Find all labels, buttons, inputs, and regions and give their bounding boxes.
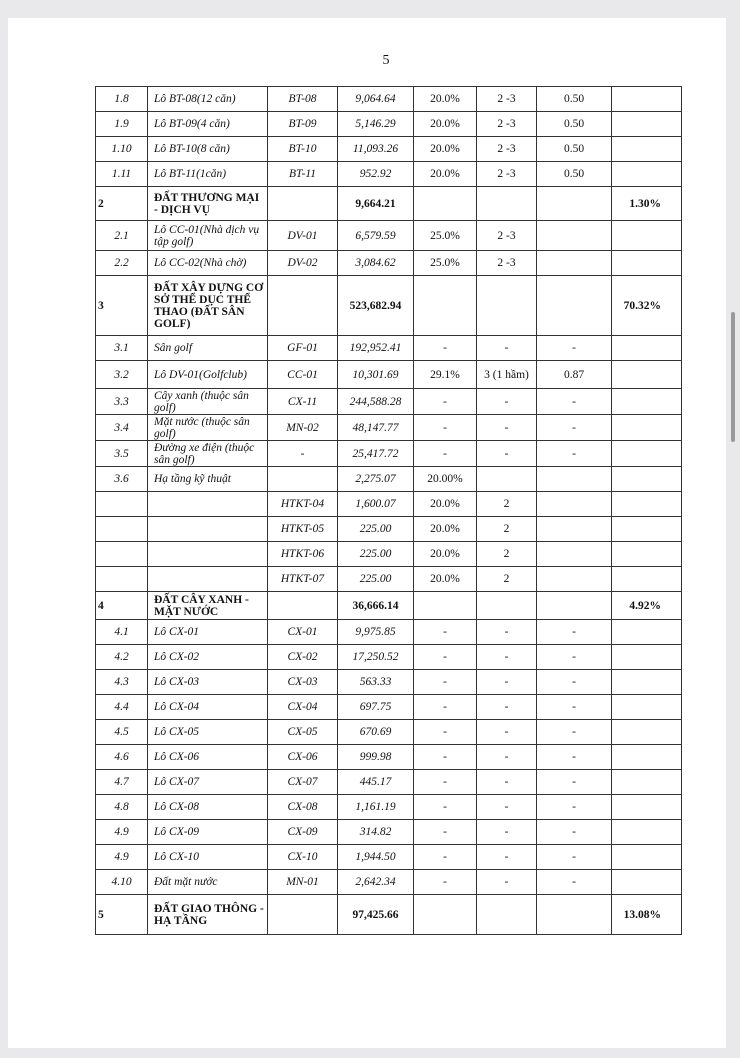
row-area: 3,084.62 — [338, 251, 414, 276]
row-floors: - — [477, 336, 537, 361]
row-area: 445.17 — [338, 770, 414, 795]
row-number: 2.1 — [96, 221, 148, 251]
row-density: 20.0% — [414, 137, 477, 162]
table-row — [96, 745, 682, 770]
row-name: Mặt nước (thuộc sân golf) — [148, 415, 268, 441]
row-code — [268, 276, 338, 336]
row-code: CX-04 — [268, 695, 338, 720]
row-floors: - — [477, 695, 537, 720]
row-density: 20.0% — [414, 112, 477, 137]
row-ratio — [612, 645, 682, 670]
row-ratio — [612, 251, 682, 276]
table-row — [96, 695, 682, 720]
row-area: 244,588.28 — [338, 389, 414, 415]
row-far — [537, 517, 612, 542]
row-name: Đường xe điện (thuộc sân golf) — [148, 441, 268, 467]
row-number: 1.8 — [96, 87, 148, 112]
row-name: Lô CX-06 — [148, 745, 268, 770]
row-far — [537, 276, 612, 336]
row-far: 0.50 — [537, 112, 612, 137]
row-area: 48,147.77 — [338, 415, 414, 441]
row-far — [537, 542, 612, 567]
row-area: 2,275.07 — [338, 467, 414, 492]
row-far — [537, 567, 612, 592]
row-code: CX-06 — [268, 745, 338, 770]
table-row — [96, 592, 682, 620]
row-code: CX-11 — [268, 389, 338, 415]
row-far: - — [537, 670, 612, 695]
row-floors: - — [477, 770, 537, 795]
row-density: - — [414, 620, 477, 645]
row-code: CX-05 — [268, 720, 338, 745]
row-name: Lô CC-02(Nhà chờ) — [148, 251, 268, 276]
row-name: Lô BT-11(1căn) — [148, 162, 268, 187]
row-area: 1,600.07 — [338, 492, 414, 517]
row-density: - — [414, 720, 477, 745]
row-name: Cây xanh (thuộc sân golf) — [148, 389, 268, 415]
row-ratio — [612, 720, 682, 745]
row-number: 3.2 — [96, 361, 148, 389]
row-code: CX-01 — [268, 620, 338, 645]
row-area: 2,642.34 — [338, 870, 414, 895]
row-number: 4.1 — [96, 620, 148, 645]
row-ratio — [612, 87, 682, 112]
row-floors: - — [477, 620, 537, 645]
table-row — [96, 645, 682, 670]
row-code: CX-03 — [268, 670, 338, 695]
row-name: Lô CX-01 — [148, 620, 268, 645]
row-ratio — [612, 361, 682, 389]
row-area: 523,682.94 — [338, 276, 414, 336]
row-density: 20.0% — [414, 162, 477, 187]
row-far: - — [537, 870, 612, 895]
row-code: DV-01 — [268, 221, 338, 251]
row-floors: 3 (1 hầm) — [477, 361, 537, 389]
row-far: 0.50 — [537, 87, 612, 112]
row-floors — [477, 895, 537, 935]
row-floors: - — [477, 415, 537, 441]
row-number — [96, 567, 148, 592]
row-density: - — [414, 415, 477, 441]
row-ratio — [612, 467, 682, 492]
table-row — [96, 137, 682, 162]
row-far: - — [537, 415, 612, 441]
row-name: Lô CX-02 — [148, 645, 268, 670]
row-area: 952.92 — [338, 162, 414, 187]
row-name — [148, 517, 268, 542]
row-number: 4.7 — [96, 770, 148, 795]
row-area: 225.00 — [338, 517, 414, 542]
row-number: 4.6 — [96, 745, 148, 770]
row-code: GF-01 — [268, 336, 338, 361]
row-floors: - — [477, 389, 537, 415]
row-far: - — [537, 770, 612, 795]
row-ratio — [612, 162, 682, 187]
row-name: Lô DV-01(Golfclub) — [148, 361, 268, 389]
row-far — [537, 221, 612, 251]
row-name: Lô BT-09(4 căn) — [148, 112, 268, 137]
row-density: 20.0% — [414, 567, 477, 592]
row-name: Lô BT-08(12 căn) — [148, 87, 268, 112]
row-code: CX-09 — [268, 820, 338, 845]
table-row — [96, 720, 682, 745]
table-row — [96, 845, 682, 870]
row-name: ĐẤT XÂY DỰNG CƠ SỞ THỂ DỤC THỂ THAO (ĐẤT SÂN GOLF) — [148, 276, 268, 336]
row-area: 11,093.26 — [338, 137, 414, 162]
row-ratio — [612, 441, 682, 467]
row-ratio — [612, 770, 682, 795]
page-number: 5 — [382, 53, 390, 68]
row-code: CX-02 — [268, 645, 338, 670]
row-floors: - — [477, 720, 537, 745]
row-name: Lô CC-01(Nhà dịch vụ tập golf) — [148, 221, 268, 251]
row-code: BT-08 — [268, 87, 338, 112]
row-area: 670.69 — [338, 720, 414, 745]
row-density: - — [414, 389, 477, 415]
row-number: 3.6 — [96, 467, 148, 492]
row-ratio — [612, 112, 682, 137]
row-number: 4.8 — [96, 795, 148, 820]
row-number: 5 — [96, 895, 148, 935]
row-floors — [477, 276, 537, 336]
row-ratio — [612, 221, 682, 251]
row-name: Lô CX-08 — [148, 795, 268, 820]
row-number: 4.9 — [96, 845, 148, 870]
row-area: 225.00 — [338, 542, 414, 567]
row-floors — [477, 592, 537, 620]
row-density: 20.00% — [414, 467, 477, 492]
row-code: HTKT-05 — [268, 517, 338, 542]
row-area: 225.00 — [338, 567, 414, 592]
row-density: 20.0% — [414, 542, 477, 567]
row-density — [414, 187, 477, 221]
row-number: 2.2 — [96, 251, 148, 276]
row-area: 314.82 — [338, 820, 414, 845]
row-ratio — [612, 542, 682, 567]
row-ratio — [612, 137, 682, 162]
row-floors: 2 -3 — [477, 162, 537, 187]
row-floors: - — [477, 845, 537, 870]
row-ratio — [612, 745, 682, 770]
row-ratio — [612, 517, 682, 542]
row-far: - — [537, 336, 612, 361]
row-area: 17,250.52 — [338, 645, 414, 670]
row-name: ĐẤT GIAO THÔNG - HẠ TẦNG — [148, 895, 268, 935]
row-name — [148, 492, 268, 517]
row-density: - — [414, 645, 477, 670]
row-far: 0.50 — [537, 162, 612, 187]
row-code — [268, 895, 338, 935]
row-density: - — [414, 670, 477, 695]
row-code: DV-02 — [268, 251, 338, 276]
table-row — [96, 620, 682, 645]
row-area: 192,952.41 — [338, 336, 414, 361]
land-use-table — [95, 86, 682, 935]
table-row — [96, 670, 682, 695]
row-area: 5,146.29 — [338, 112, 414, 137]
row-number: 3.4 — [96, 415, 148, 441]
row-floors: - — [477, 645, 537, 670]
row-ratio — [612, 845, 682, 870]
row-code: - — [268, 441, 338, 467]
row-number: 2 — [96, 187, 148, 221]
row-name: Lô BT-10(8 căn) — [148, 137, 268, 162]
row-ratio — [612, 567, 682, 592]
row-ratio: 1.30% — [612, 187, 682, 221]
row-name: ĐẤT THƯƠNG MẠI - DỊCH VỤ — [148, 187, 268, 221]
row-name: Đất mặt nước — [148, 870, 268, 895]
row-density: 29.1% — [414, 361, 477, 389]
row-floors: 2 — [477, 567, 537, 592]
row-code: HTKT-06 — [268, 542, 338, 567]
table-row — [96, 492, 682, 517]
row-number: 3.1 — [96, 336, 148, 361]
row-code — [268, 187, 338, 221]
row-code: MN-01 — [268, 870, 338, 895]
row-far: - — [537, 720, 612, 745]
row-floors: 2 -3 — [477, 221, 537, 251]
row-number: 4.5 — [96, 720, 148, 745]
table-row — [96, 361, 682, 389]
row-density: - — [414, 845, 477, 870]
row-name: Lô CX-10 — [148, 845, 268, 870]
row-density: - — [414, 820, 477, 845]
row-density: 20.0% — [414, 87, 477, 112]
row-area: 10,301.69 — [338, 361, 414, 389]
row-far — [537, 251, 612, 276]
row-number: 1.9 — [96, 112, 148, 137]
row-floors: 2 — [477, 517, 537, 542]
row-floors: 2 — [477, 492, 537, 517]
row-density — [414, 592, 477, 620]
row-density: 20.0% — [414, 517, 477, 542]
table-row — [96, 795, 682, 820]
row-code: CX-07 — [268, 770, 338, 795]
row-ratio — [612, 492, 682, 517]
table-row — [96, 87, 682, 112]
table-row — [96, 820, 682, 845]
row-name: Lô CX-09 — [148, 820, 268, 845]
row-far — [537, 895, 612, 935]
row-area: 9,664.21 — [338, 187, 414, 221]
row-floors: 2 -3 — [477, 137, 537, 162]
row-density: 20.0% — [414, 492, 477, 517]
row-density: - — [414, 745, 477, 770]
table-row — [96, 567, 682, 592]
row-density: - — [414, 441, 477, 467]
row-far: - — [537, 620, 612, 645]
row-far: 0.50 — [537, 137, 612, 162]
row-density: - — [414, 336, 477, 361]
row-number: 1.11 — [96, 162, 148, 187]
row-ratio: 4.92% — [612, 592, 682, 620]
row-far: - — [537, 389, 612, 415]
row-far — [537, 592, 612, 620]
row-far — [537, 187, 612, 221]
row-density: - — [414, 695, 477, 720]
row-number: 4 — [96, 592, 148, 620]
row-density: - — [414, 770, 477, 795]
row-far — [537, 467, 612, 492]
row-area: 697.75 — [338, 695, 414, 720]
row-name: Lô CX-05 — [148, 720, 268, 745]
row-code: BT-11 — [268, 162, 338, 187]
row-name: Lô CX-03 — [148, 670, 268, 695]
row-code — [268, 592, 338, 620]
row-far: - — [537, 441, 612, 467]
row-ratio — [612, 415, 682, 441]
row-density — [414, 276, 477, 336]
row-code: BT-09 — [268, 112, 338, 137]
row-name: Sân golf — [148, 336, 268, 361]
row-number — [96, 517, 148, 542]
table-row — [96, 187, 682, 221]
row-code: BT-10 — [268, 137, 338, 162]
row-floors: - — [477, 670, 537, 695]
row-area: 1,161.19 — [338, 795, 414, 820]
row-number: 3.3 — [96, 389, 148, 415]
row-name: Lô CX-07 — [148, 770, 268, 795]
row-far: - — [537, 795, 612, 820]
row-far — [537, 492, 612, 517]
row-number — [96, 542, 148, 567]
row-ratio: 70.32% — [612, 276, 682, 336]
row-name: Lô CX-04 — [148, 695, 268, 720]
row-floors — [477, 467, 537, 492]
row-ratio — [612, 670, 682, 695]
row-floors: 2 — [477, 542, 537, 567]
row-area: 563.33 — [338, 670, 414, 695]
row-ratio — [612, 820, 682, 845]
row-floors: - — [477, 441, 537, 467]
row-area: 999.98 — [338, 745, 414, 770]
row-name — [148, 542, 268, 567]
row-name: Hạ tầng kỹ thuật — [148, 467, 268, 492]
table-row — [96, 221, 682, 251]
row-code: CC-01 — [268, 361, 338, 389]
row-number: 4.10 — [96, 870, 148, 895]
row-code: MN-02 — [268, 415, 338, 441]
table-row — [96, 276, 682, 336]
table-row — [96, 415, 682, 441]
row-far: - — [537, 645, 612, 670]
table-row — [96, 112, 682, 137]
row-ratio — [612, 870, 682, 895]
table-row — [96, 870, 682, 895]
row-density: 25.0% — [414, 221, 477, 251]
row-floors: 2 -3 — [477, 251, 537, 276]
row-density: - — [414, 870, 477, 895]
row-far: 0.87 — [537, 361, 612, 389]
row-code: CX-08 — [268, 795, 338, 820]
row-far: - — [537, 820, 612, 845]
row-far: - — [537, 745, 612, 770]
row-density — [414, 895, 477, 935]
row-area: 1,944.50 — [338, 845, 414, 870]
row-name: ĐẤT CÂY XANH - MẶT NƯỚC — [148, 592, 268, 620]
row-far: - — [537, 845, 612, 870]
row-code: HTKT-07 — [268, 567, 338, 592]
vertical-scrollbar[interactable] — [731, 312, 735, 442]
table-row — [96, 542, 682, 567]
table-row — [96, 895, 682, 935]
row-floors: 2 -3 — [477, 87, 537, 112]
row-area: 97,425.66 — [338, 895, 414, 935]
table-row — [96, 770, 682, 795]
row-code — [268, 467, 338, 492]
row-area: 9,064.64 — [338, 87, 414, 112]
row-floors: - — [477, 795, 537, 820]
table-row — [96, 441, 682, 467]
row-name — [148, 567, 268, 592]
row-ratio — [612, 695, 682, 720]
row-far: - — [537, 695, 612, 720]
row-floors: - — [477, 820, 537, 845]
row-area: 25,417.72 — [338, 441, 414, 467]
row-number: 4.4 — [96, 695, 148, 720]
row-number: 3 — [96, 276, 148, 336]
row-number — [96, 492, 148, 517]
row-ratio — [612, 336, 682, 361]
row-code: CX-10 — [268, 845, 338, 870]
table-row — [96, 336, 682, 361]
row-number: 3.5 — [96, 441, 148, 467]
table-row — [96, 162, 682, 187]
row-ratio: 13.08% — [612, 895, 682, 935]
row-floors: - — [477, 870, 537, 895]
row-number: 4.9 — [96, 820, 148, 845]
row-area: 6,579.59 — [338, 221, 414, 251]
row-number: 4.2 — [96, 645, 148, 670]
row-ratio — [612, 795, 682, 820]
row-floors: 2 -3 — [477, 112, 537, 137]
row-density: - — [414, 795, 477, 820]
row-number: 1.10 — [96, 137, 148, 162]
table-row — [96, 389, 682, 415]
row-ratio — [612, 389, 682, 415]
table-row — [96, 467, 682, 492]
row-number: 4.3 — [96, 670, 148, 695]
table-row — [96, 517, 682, 542]
row-floors: - — [477, 745, 537, 770]
row-area: 36,666.14 — [338, 592, 414, 620]
row-code: HTKT-04 — [268, 492, 338, 517]
table-row — [96, 251, 682, 276]
row-area: 9,975.85 — [338, 620, 414, 645]
row-floors — [477, 187, 537, 221]
row-density: 25.0% — [414, 251, 477, 276]
row-ratio — [612, 620, 682, 645]
